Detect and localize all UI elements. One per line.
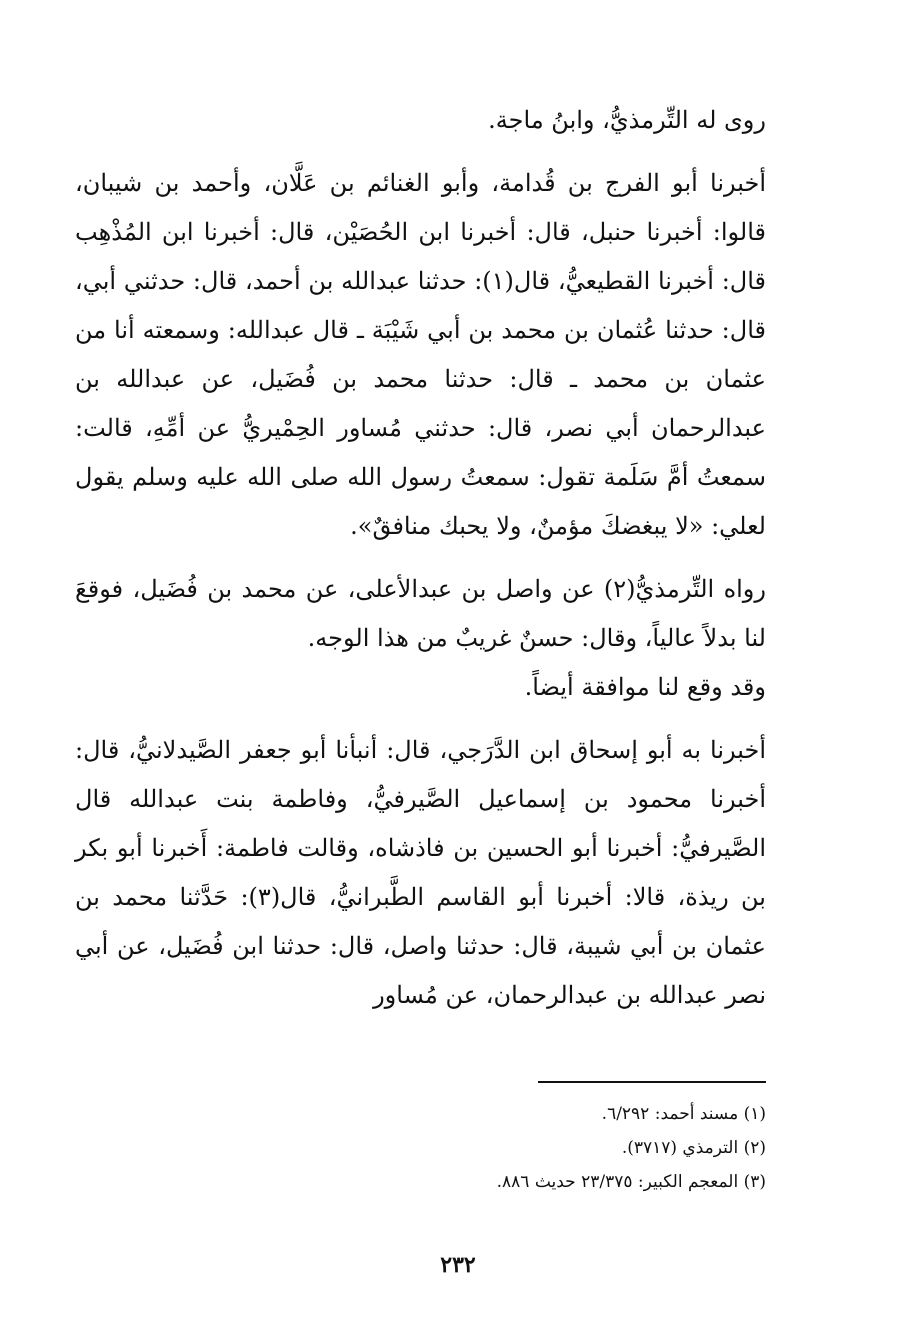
- paragraph-4: وقد وقع لنا موافقة أيضاً.: [524, 673, 766, 701]
- paragraph-3: رواه التِّرمذيُّ(٢) عن واصل بن عبدالأعلى، عن محمد بن فُضَيل، فوقعَ لنا بدلاً عالياً، وقال: حسنٌ غريبٌ من هذا الوجه.: [75, 575, 766, 652]
- paragraph-5: أخبرنا به أبو إسحاق ابن الدَّرَجي، قال: أنبأنا أبو جعفر الصَّيدلانيُّ، قال: أخبرنا محمود بن إسماعيل الصَّيرفيُّ، وفاطمة بنت عبدالله قال الصَّيرفيُّ: أخبرنا أبو الحسين بن فاذشاه، وقالت فاطمة: أَخبرنا أبو بكر بن ريذة، قالا: أخبرنا أبو القاسم الطَّبرانيُّ، قال(٣): حَدَّثنا محمد بن عثمان بن أبي شيبة، قال: حدثنا واصل، قال: حدثنا ابن فُضَيل، عن أبي نصر عبدالله بن عبدالرحمان، عن مُساور: [75, 736, 766, 1009]
- footnote-2: (٢) الترمذي (٣٧١٧).: [621, 1138, 766, 1158]
- page-number: ٢٣٢: [440, 1252, 476, 1278]
- main-text: [75, 96, 766, 1020]
- footnotes: [75, 1097, 766, 1199]
- paragraph-2: أخبرنا أبو الفرج بن قُدامة، وأبو الغنائم بن عَلَّان، وأحمد بن شيبان، قالوا: أخبرنا حنبل، قال: أخبرنا ابن الحُصَيْن، قال: أخبرنا ابن المُذْهِب قال: أخبرنا القطيعيُّ، قال(١): حدثنا عبدالله بن أحمد، قال: حدثني أبي، قال: حدثنا عُثمان بن محمد بن أبي شَيْبَة ـ قال عبدالله: وسمعته أنا من عثمان بن محمد ـ قال: حدثنا محمد بن فُضَيل، عن عبدالله بن عبدالرحمان أبي نصر، قال: حدثني مُساور الحِمْيريُّ عن أمِّهِ، قالت: سمعتُ أمَّ سَلَمة تقول: سمعتُ رسول الله صلى الله عليه وسلم يقول لعلي: «لا يبغضكَ مؤمنٌ، ولا يحبك منافقٌ».: [75, 169, 767, 540]
- paragraph-1: روى له التِّرمذيُّ، وابنُ ماجة.: [488, 106, 766, 134]
- footnote-divider: [538, 1081, 766, 1083]
- footnote-3: (٣) المعجم الكبير: ٢٣/٣٧٥ حديث ٨٨٦.: [496, 1172, 766, 1192]
- footnote-1: (١) مسند أحمد: ٦/٢٩٢.: [601, 1104, 766, 1124]
